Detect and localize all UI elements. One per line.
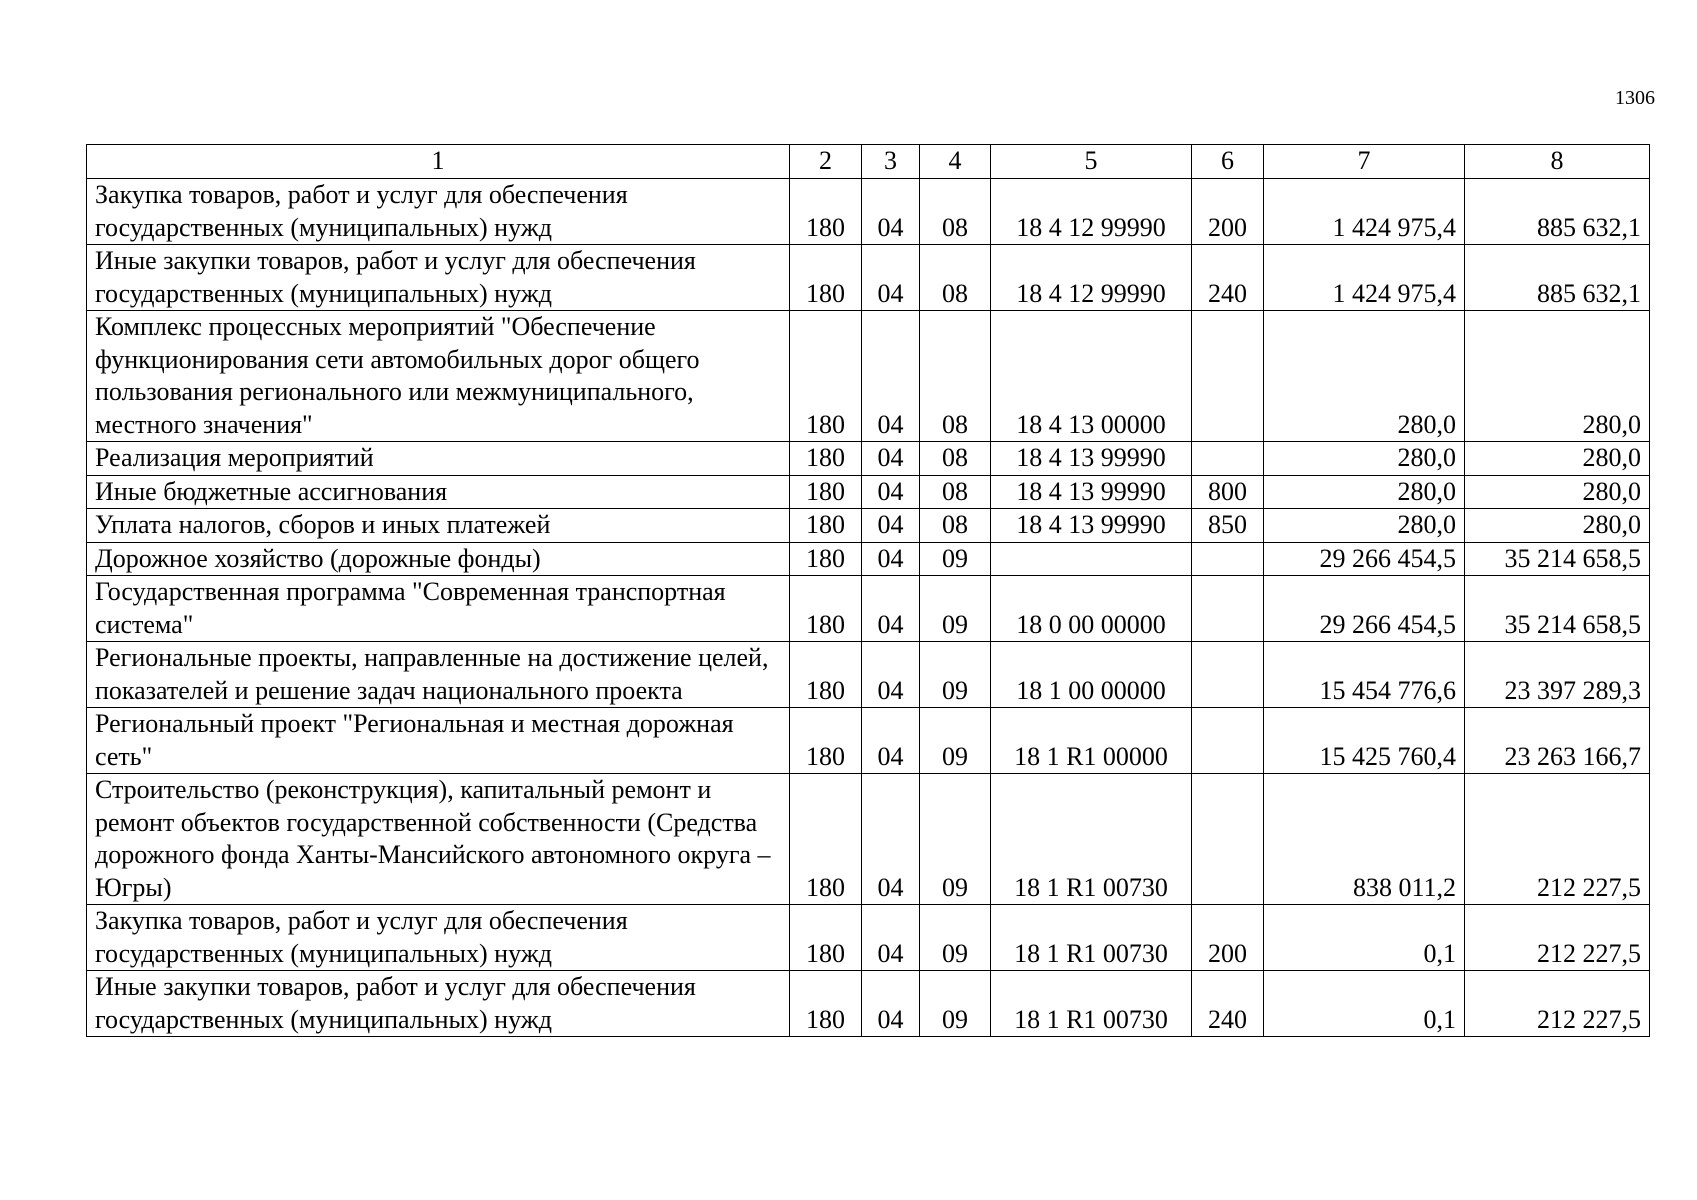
table-row [87, 971, 1650, 1037]
cell-code-5 [991, 542, 1192, 576]
cell-code-6 [1192, 442, 1264, 476]
table-row [87, 708, 1650, 774]
cell-code-6 [1192, 311, 1264, 442]
cell-code-4: 09 [920, 971, 991, 1037]
cell-code-4: 09 [920, 642, 991, 708]
cell-amount-7: 0,1 [1264, 905, 1465, 971]
cell-code-2: 180 [790, 475, 862, 509]
cell-amount-8: 23 263 166,7 [1465, 708, 1650, 774]
cell-code-6: 240 [1192, 971, 1264, 1037]
cell-amount-7: 29 266 454,5 [1264, 542, 1465, 576]
cell-code-4: 08 [920, 475, 991, 509]
cell-amount-7: 838 011,2 [1264, 774, 1465, 905]
cell-code-6 [1192, 708, 1264, 774]
cell-amount-7: 1 424 975,4 [1264, 245, 1465, 311]
table-row [87, 642, 1650, 708]
column-header: 4 [920, 145, 991, 179]
row-name: Региональный проект "Региональная и местная дорожная сеть" [87, 708, 790, 774]
cell-code-5: 18 4 13 99990 [991, 475, 1192, 509]
cell-amount-8: 35 214 658,5 [1465, 542, 1650, 576]
table-row [87, 774, 1650, 905]
row-name: Реализация мероприятий [87, 442, 790, 476]
cell-code-2: 180 [790, 905, 862, 971]
column-header: 7 [1264, 145, 1465, 179]
cell-code-6 [1192, 576, 1264, 642]
cell-code-5: 18 1 R1 00000 [991, 708, 1192, 774]
table-row [87, 576, 1650, 642]
row-name: Иные закупки товаров, работ и услуг для обеспечения государственных (муниципальных) нужд [87, 245, 790, 311]
cell-code-3: 04 [862, 475, 920, 509]
cell-code-4: 09 [920, 576, 991, 642]
table-header-row [87, 145, 1650, 179]
table-row [87, 475, 1650, 509]
cell-code-5: 18 1 R1 00730 [991, 971, 1192, 1037]
row-name: Дорожное хозяйство (дорожные фонды) [87, 542, 790, 576]
cell-code-4: 08 [920, 245, 991, 311]
cell-amount-8: 35 214 658,5 [1465, 576, 1650, 642]
column-header: 2 [790, 145, 862, 179]
cell-amount-7: 1 424 975,4 [1264, 179, 1465, 245]
row-name: Комплекс процессных мероприятий "Обеспечение функционирования сети автомобильных дорог общего пользования регионального или межмуниципального, местного значения" [87, 311, 790, 442]
cell-code-4: 09 [920, 708, 991, 774]
table-row [87, 509, 1650, 543]
cell-code-2: 180 [790, 576, 862, 642]
column-header: 3 [862, 145, 920, 179]
cell-amount-7: 0,1 [1264, 971, 1465, 1037]
cell-code-4: 08 [920, 442, 991, 476]
cell-amount-8: 23 397 289,3 [1465, 642, 1650, 708]
row-name: Закупка товаров, работ и услуг для обеспечения государственных (муниципальных) нужд [87, 905, 790, 971]
row-name: Уплата налогов, сборов и иных платежей [87, 509, 790, 543]
table-row [87, 179, 1650, 245]
cell-amount-8: 280,0 [1465, 311, 1650, 442]
cell-code-2: 180 [790, 245, 862, 311]
cell-code-2: 180 [790, 708, 862, 774]
column-header: 8 [1465, 145, 1650, 179]
cell-code-3: 04 [862, 905, 920, 971]
cell-code-5: 18 4 13 99990 [991, 442, 1192, 476]
column-header: 1 [87, 145, 790, 179]
cell-code-3: 04 [862, 442, 920, 476]
cell-code-6 [1192, 542, 1264, 576]
cell-code-3: 04 [862, 971, 920, 1037]
cell-amount-7: 29 266 454,5 [1264, 576, 1465, 642]
cell-amount-8: 212 227,5 [1465, 774, 1650, 905]
table-row [87, 245, 1650, 311]
cell-amount-8: 885 632,1 [1465, 245, 1650, 311]
table-row [87, 442, 1650, 476]
column-header: 5 [991, 145, 1192, 179]
row-name: Строительство (реконструкция), капитальный ремонт и ремонт объектов государственной собственности (Средства дорожного фонда Ханты-Мансийского автономного округа – Югры) [87, 774, 790, 905]
cell-amount-7: 15 454 776,6 [1264, 642, 1465, 708]
cell-amount-7: 280,0 [1264, 311, 1465, 442]
cell-code-3: 04 [862, 179, 920, 245]
row-name: Региональные проекты, направленные на достижение целей, показателей и решение задач национального проекта [87, 642, 790, 708]
cell-code-3: 04 [862, 542, 920, 576]
cell-code-5: 18 4 12 99990 [991, 245, 1192, 311]
cell-code-4: 09 [920, 905, 991, 971]
cell-code-5: 18 1 00 00000 [991, 642, 1192, 708]
cell-code-3: 04 [862, 708, 920, 774]
cell-code-2: 180 [790, 442, 862, 476]
cell-code-2: 180 [790, 311, 862, 442]
cell-code-3: 04 [862, 774, 920, 905]
table-row [87, 905, 1650, 971]
cell-amount-8: 212 227,5 [1465, 971, 1650, 1037]
cell-code-2: 180 [790, 542, 862, 576]
cell-code-5: 18 4 12 99990 [991, 179, 1192, 245]
cell-code-4: 08 [920, 179, 991, 245]
cell-code-6: 200 [1192, 179, 1264, 245]
cell-amount-7: 280,0 [1264, 509, 1465, 543]
cell-code-3: 04 [862, 311, 920, 442]
cell-code-6: 240 [1192, 245, 1264, 311]
cell-amount-7: 280,0 [1264, 475, 1465, 509]
cell-amount-7: 280,0 [1264, 442, 1465, 476]
row-name: Закупка товаров, работ и услуг для обеспечения государственных (муниципальных) нужд [87, 179, 790, 245]
cell-code-5: 18 1 R1 00730 [991, 774, 1192, 905]
cell-code-3: 04 [862, 642, 920, 708]
column-header: 6 [1192, 145, 1264, 179]
cell-amount-8: 212 227,5 [1465, 905, 1650, 971]
cell-code-6: 200 [1192, 905, 1264, 971]
cell-code-5: 18 4 13 00000 [991, 311, 1192, 442]
cell-code-4: 08 [920, 509, 991, 543]
cell-code-3: 04 [862, 576, 920, 642]
cell-code-2: 180 [790, 179, 862, 245]
cell-code-5: 18 4 13 99990 [991, 509, 1192, 543]
cell-code-4: 09 [920, 542, 991, 576]
page-number: 1306 [1615, 87, 1655, 109]
cell-code-6: 850 [1192, 509, 1264, 543]
cell-amount-8: 280,0 [1465, 509, 1650, 543]
table-row [87, 311, 1650, 442]
cell-code-5: 18 1 R1 00730 [991, 905, 1192, 971]
row-name: Государственная программа "Современная транспортная система" [87, 576, 790, 642]
cell-code-2: 180 [790, 642, 862, 708]
cell-amount-7: 15 425 760,4 [1264, 708, 1465, 774]
table-row [87, 542, 1650, 576]
cell-code-6 [1192, 774, 1264, 905]
cell-code-5: 18 0 00 00000 [991, 576, 1192, 642]
cell-code-3: 04 [862, 509, 920, 543]
row-name: Иные закупки товаров, работ и услуг для обеспечения государственных (муниципальных) нужд [87, 971, 790, 1037]
budget-table [86, 144, 1650, 1037]
cell-code-6 [1192, 642, 1264, 708]
cell-amount-8: 885 632,1 [1465, 179, 1650, 245]
cell-code-4: 08 [920, 311, 991, 442]
cell-code-2: 180 [790, 774, 862, 905]
cell-amount-8: 280,0 [1465, 442, 1650, 476]
row-name: Иные бюджетные ассигнования [87, 475, 790, 509]
cell-code-2: 180 [790, 971, 862, 1037]
cell-code-2: 180 [790, 509, 862, 543]
cell-code-4: 09 [920, 774, 991, 905]
cell-code-3: 04 [862, 245, 920, 311]
cell-amount-8: 280,0 [1465, 475, 1650, 509]
cell-code-6: 800 [1192, 475, 1264, 509]
